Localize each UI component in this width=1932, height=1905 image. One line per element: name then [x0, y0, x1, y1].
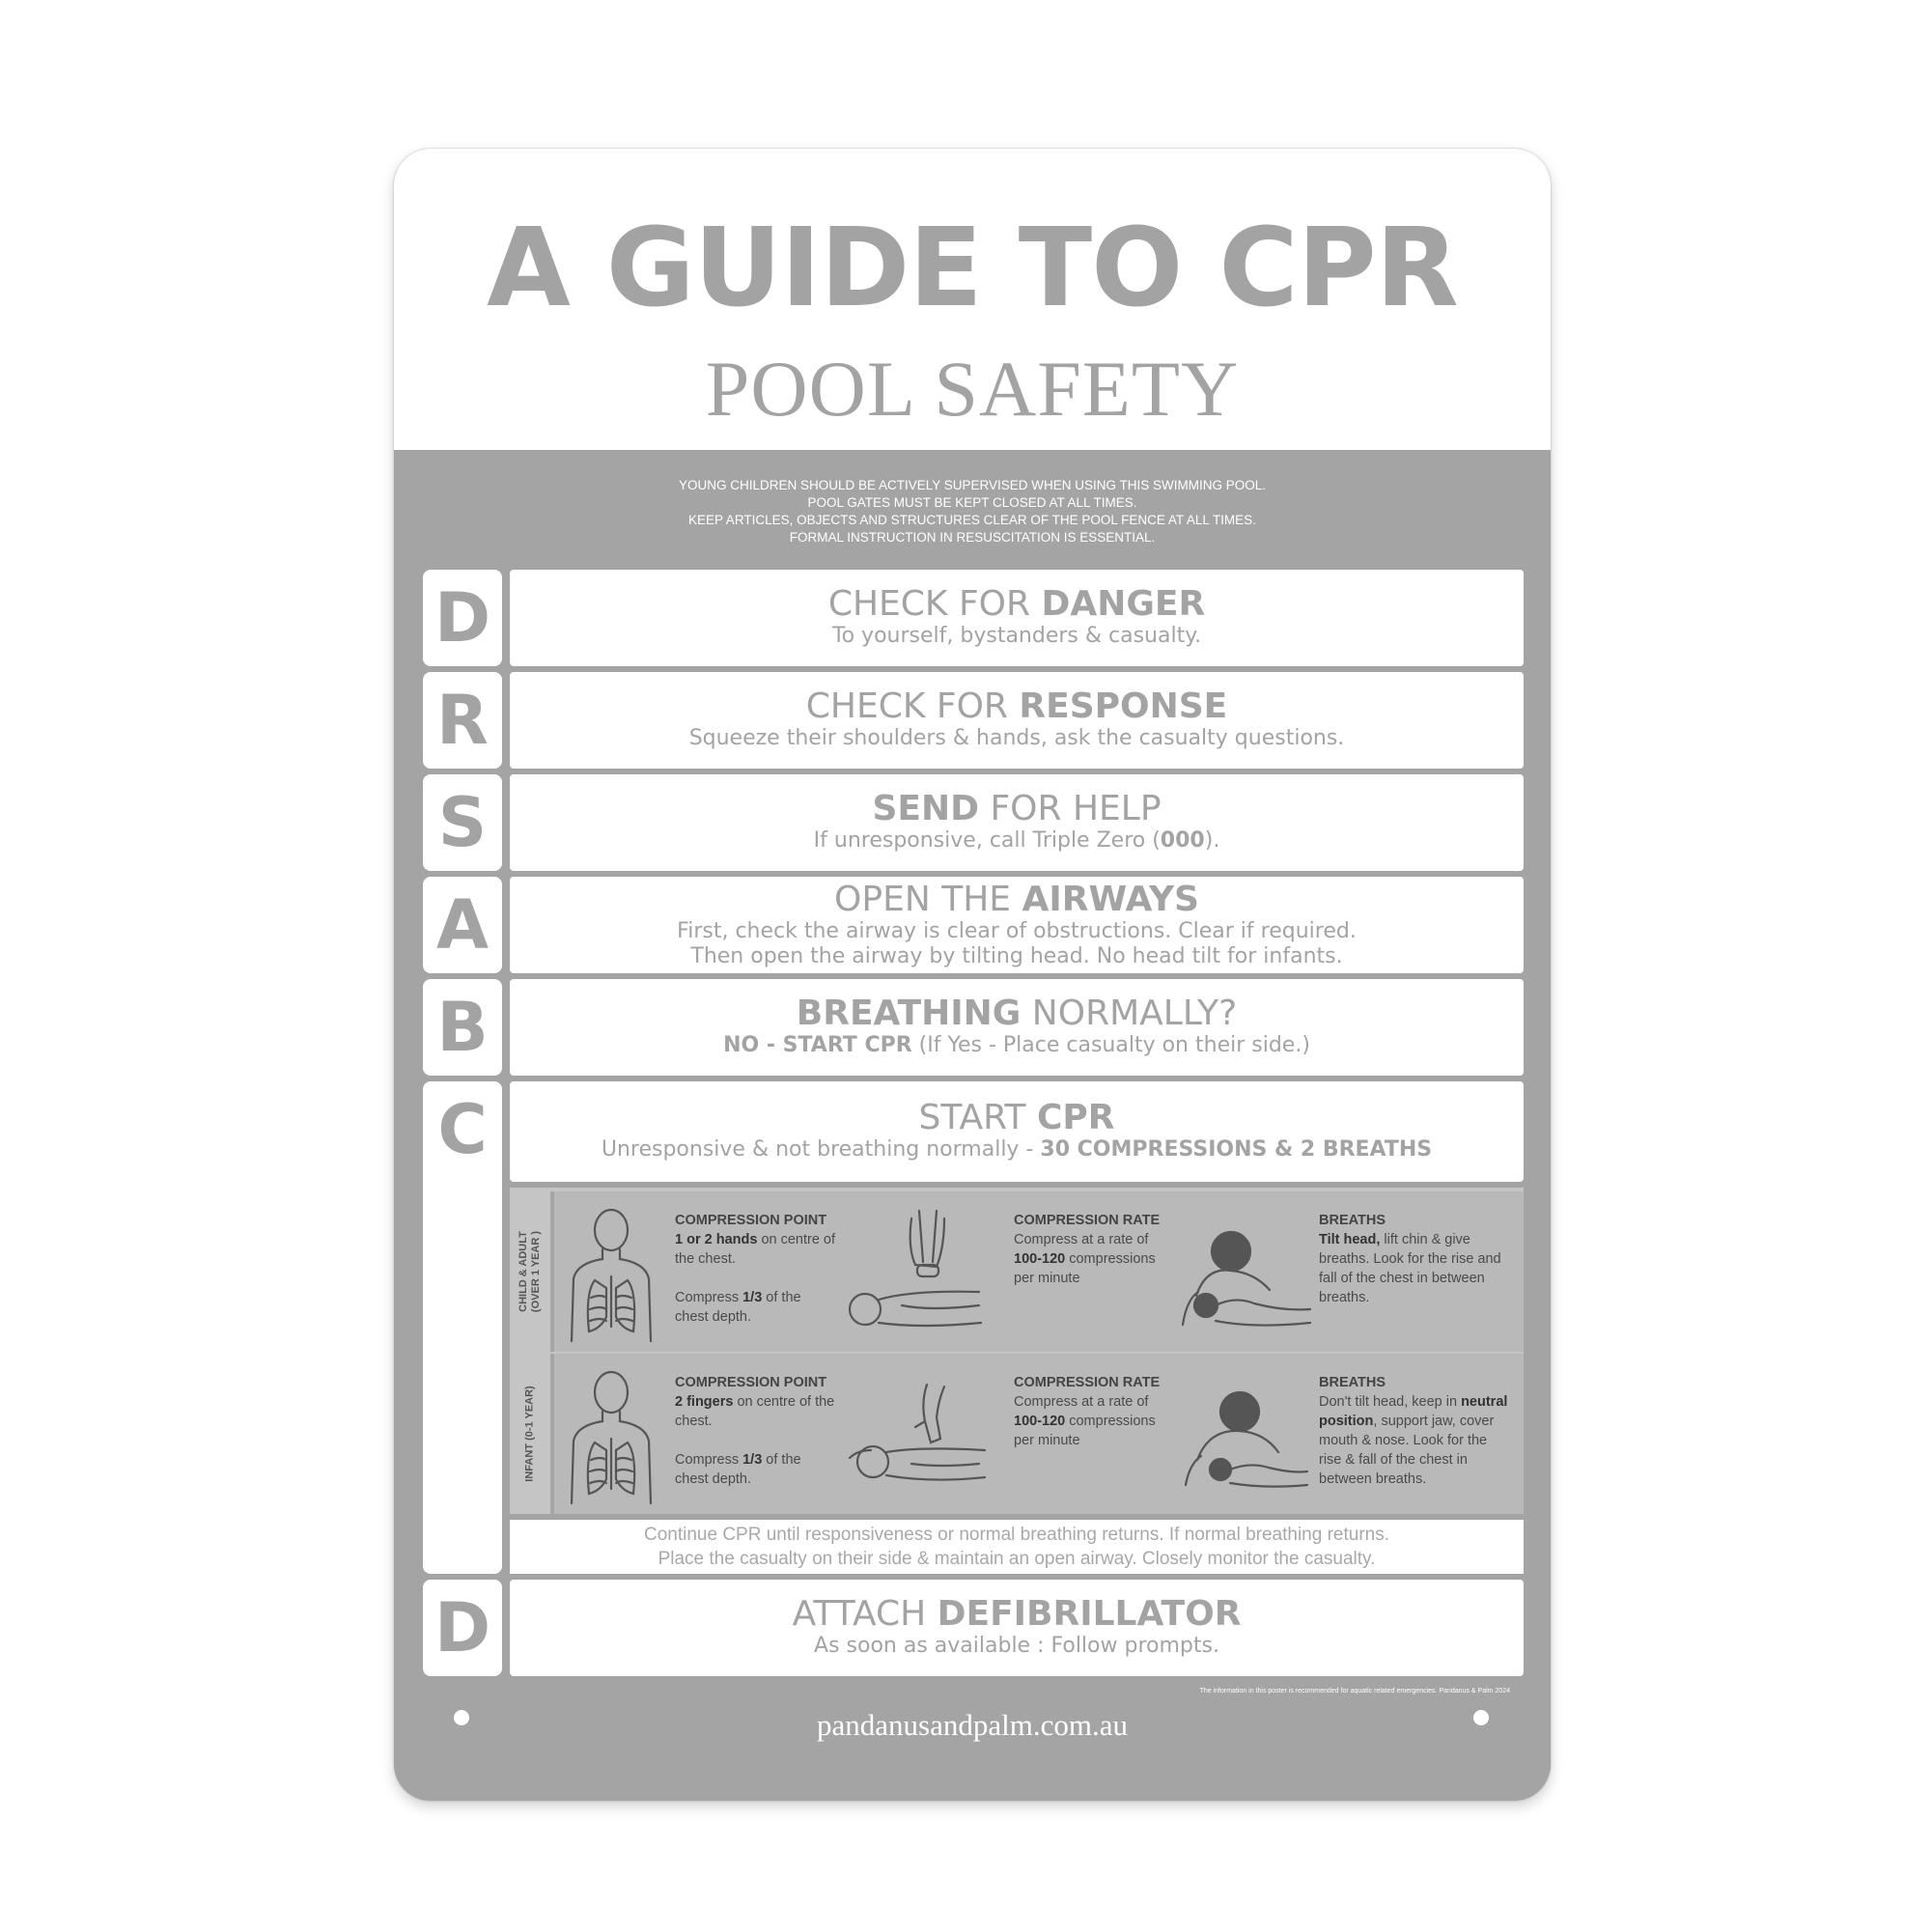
chest-compression-icon — [844, 1209, 989, 1334]
continue-line: Place the casualty on their side & maintain an open airway. Closely monitor the casualty. — [658, 1549, 1376, 1569]
page-subtitle: POOL SAFETY — [705, 345, 1240, 433]
breaths-info: BREATHS Don't tilt head, keep in neutral position, support jaw, cover mouth & nose. Look for the rise & fall of the chest in between breaths. — [1319, 1375, 1508, 1487]
row-tab — [510, 1191, 550, 1352]
continue-line: Continue CPR until responsiveness or normal breathing returns. If normal breathing returns. — [644, 1525, 1389, 1545]
step-letter: C — [437, 1090, 488, 1169]
step-desc: First, check the airway is clear of obstructions. Clear if required. — [677, 919, 1357, 943]
letter-box-d — [423, 570, 502, 666]
step-desc-2: Then open the airway by tilting head. No head tilt for infants. — [690, 944, 1343, 968]
infant-breath-icon — [1182, 1388, 1317, 1495]
cpr-sign — [394, 149, 1551, 1801]
step-airways — [510, 877, 1524, 973]
safety-notices — [394, 477, 1551, 546]
row-tab — [510, 1354, 550, 1514]
compression-point-info: COMPRESSION POINT 2 fingers on centre of the chest. Compress 1/3 of the chest depth. — [675, 1375, 835, 1487]
step-letter: R — [436, 681, 489, 760]
breaths-info: BREATHS Tilt head, lift chin & give breaths. Look for the rise and fall of the chest in between breaths. — [1319, 1213, 1501, 1305]
row-body — [554, 1191, 1524, 1352]
step-title: START CPR — [918, 1098, 1115, 1137]
step-letter: D — [434, 578, 491, 658]
notice-line: FORMAL INSTRUCTION IN RESUSCITATION IS ESSENTIAL. — [789, 530, 1156, 545]
step-letter: S — [437, 783, 488, 862]
cpr-instructions-panel — [510, 1188, 1524, 1514]
step-danger — [510, 570, 1524, 666]
step-desc: NO - START CPR (If Yes - Place casualty on their side.) — [723, 1033, 1310, 1057]
website-url: pandanusandpalm.com.au — [817, 1708, 1128, 1742]
step-title: CHECK FOR DANGER — [827, 584, 1206, 624]
letter-box-a — [423, 877, 502, 973]
step-breathing — [510, 979, 1524, 1076]
step-title: SEND FOR HELP — [872, 789, 1162, 828]
step-desc: Squeeze their shoulders & hands, ask the casualty questions. — [688, 726, 1345, 750]
infant-compression-icon — [844, 1383, 989, 1499]
letter-box-r — [423, 672, 502, 769]
row-tab-label: INFANT (0-1 YEAR) — [523, 1386, 536, 1482]
row-tab-label: CHILD & ADULT (OVER 1 YEAR ) — [518, 1230, 542, 1313]
rescue-breath-icon — [1177, 1228, 1312, 1334]
row-body — [554, 1354, 1524, 1514]
cpr-row-infant — [510, 1354, 1524, 1514]
notice-line: KEEP ARTICLES, OBJECTS AND STRUCTURES CLEAR OF THE POOL FENCE AT ALL TIMES. — [688, 513, 1256, 527]
torso-lungs-icon — [568, 1363, 655, 1508]
step-title: CHECK FOR RESPONSE — [805, 686, 1228, 726]
continue-cpr-note — [510, 1520, 1524, 1574]
notice-line: POOL GATES MUST BE KEPT CLOSED AT ALL TIMES. — [807, 495, 1137, 510]
step-title: ATTACH DEFIBRILLATOR — [792, 1594, 1242, 1634]
torso-lungs-icon — [568, 1201, 655, 1346]
notice-line: YOUNG CHILDREN SHOULD BE ACTIVELY SUPERVISED WHEN USING THIS SWIMMING POOL. — [678, 478, 1267, 492]
step-desc: If unresponsive, call Triple Zero (000). — [813, 828, 1220, 853]
sign-header — [394, 149, 1551, 450]
compression-point-info: COMPRESSION POINT 1 or 2 hands on centre of the chest. Compress 1/3 of the chest depth. — [675, 1213, 836, 1325]
compression-rate-info: COMPRESSION RATE Compress at a rate of 100-120 compressions per minute — [1014, 1375, 1161, 1448]
step-desc: To yourself, bystanders & casualty. — [831, 624, 1202, 648]
letter-box-b — [423, 979, 502, 1076]
page-title: A GUIDE TO CPR — [487, 206, 1458, 331]
cpr-row-child-adult — [510, 1191, 1524, 1352]
footnote: The information in this poster is recommended for aquatic related emergencies. Pandanus & Palm 2024 — [1199, 1688, 1510, 1695]
letter-box-d2 — [423, 1580, 502, 1676]
step-send-help — [510, 774, 1524, 871]
step-response — [510, 672, 1524, 769]
step-desc: Unresponsive & not breathing normally - 30 COMPRESSIONS & 2 BREATHS — [601, 1137, 1433, 1162]
step-title: OPEN THE AIRWAYS — [834, 880, 1199, 919]
step-start-cpr — [510, 1081, 1524, 1182]
letter-box-s — [423, 774, 502, 871]
step-title: BREATHING NORMALLY? — [796, 994, 1238, 1033]
step-defibrillator — [510, 1580, 1524, 1676]
letter-box-c — [423, 1081, 502, 1574]
step-letter: A — [435, 885, 490, 965]
step-desc: As soon as available : Follow prompts. — [814, 1634, 1219, 1658]
compression-rate-info: COMPRESSION RATE Compress at a rate of 100-120 compressions per minute — [1014, 1213, 1161, 1286]
step-letter: D — [434, 1588, 491, 1667]
step-letter: B — [436, 988, 489, 1067]
